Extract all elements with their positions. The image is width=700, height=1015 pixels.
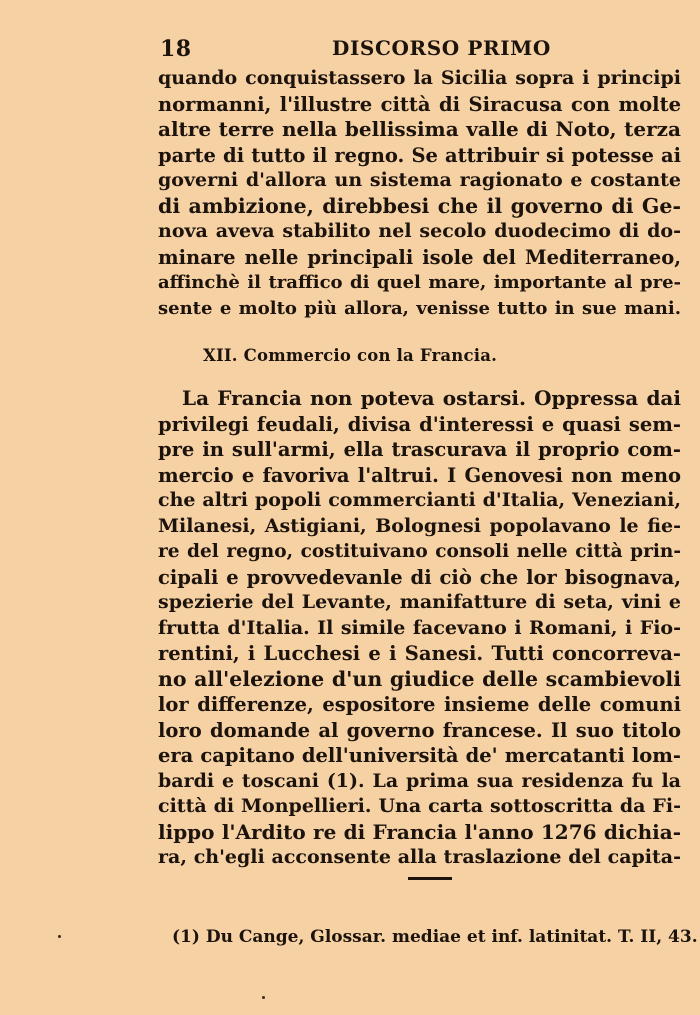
ink-speck (58, 935, 61, 938)
text-line: mercio e favoriva l'altrui. I Genovesi non meno (158, 463, 681, 487)
running-title: DISCORSO PRIMO (332, 36, 551, 60)
text-line: che altri popoli commercianti d'Italia, Veneziani, (158, 489, 681, 511)
text-line: quando conquistassero la Sicilia sopra i principi (158, 67, 681, 89)
text-line: privilegi feudali, divisa d'interessi e quasi sem- (158, 412, 681, 436)
text-line: lippo l'Ardito re di Francia l'anno 1276 dichia- (158, 819, 681, 844)
paragraph-two (158, 386, 681, 871)
text-line: parte di tutto il regno. Se attribuir si potesse ai (158, 143, 681, 167)
footnote-divider (408, 877, 452, 880)
text-line: pre in sull'armi, ella trascurava il proprio com- (158, 438, 681, 461)
page-number: 18 (160, 36, 192, 62)
section-heading: XII. Commercio con la Francia. (202, 346, 498, 365)
text-line: lor differenze, espositore insieme delle comuni (158, 693, 681, 716)
text-line: frutta d'Italia. Il simile facevano i Romani, i Fio- (158, 616, 681, 639)
text-line: normanni, l'illustre città di Siracusa con molte (158, 92, 681, 116)
text-line: era capitano dell'università de' mercatanti lom- (158, 744, 681, 767)
text-line: rentini, i Lucchesi e i Sanesi. Tutti concorreva- (158, 642, 681, 665)
ink-speck (262, 996, 265, 999)
text-line: minare nelle principali isole del Mediterraneo, (158, 245, 681, 269)
text-line: no all'elezione d'un giudice delle scambievoli (158, 666, 681, 691)
text-line: sente e molto più allora, venisse tutto in sue mani. (158, 297, 681, 319)
text-line: città di Monpellieri. Una carta sottoscritta da Fi- (158, 795, 681, 817)
text-line: spezierie del Levante, manifatture di seta, vini e (158, 591, 681, 613)
text-line: re del regno, costituivano consoli nelle città prin- (158, 541, 681, 562)
paragraph-one (158, 66, 681, 321)
running-head (160, 36, 680, 66)
text-line: cipali e provvedevanle di ciò che lor bisognava, (158, 565, 681, 589)
text-line: di ambizione, direbbesi che il governo di Ge- (158, 193, 681, 218)
footnote: (1) Du Cange, Glossar. mediae et inf. latinitat. T. II, 43. (172, 927, 698, 947)
text-line: Milanesi, Astigiani, Bolognesi popolavano le fie- (158, 514, 681, 537)
text-line: affinchè il traffico di quel mare, importante al pre- (158, 272, 681, 293)
text-line: loro domande al governo francese. Il suo titolo (158, 718, 681, 742)
text-line: nova aveva stabilito nel secolo duodecimo di do- (158, 220, 681, 242)
text-line: bardi e toscani (1). La prima sua residenza fu la (158, 769, 681, 792)
text-line: governi d'allora un sistema ragionato e costante (158, 169, 681, 191)
text-line: La Francia non poteva ostarsi. Oppressa dai (182, 386, 681, 410)
text-line: altre terre nella bellissima valle di Noto, terza (158, 117, 681, 141)
text-line: ra, ch'egli acconsente alla traslazione del capita- (158, 846, 681, 868)
